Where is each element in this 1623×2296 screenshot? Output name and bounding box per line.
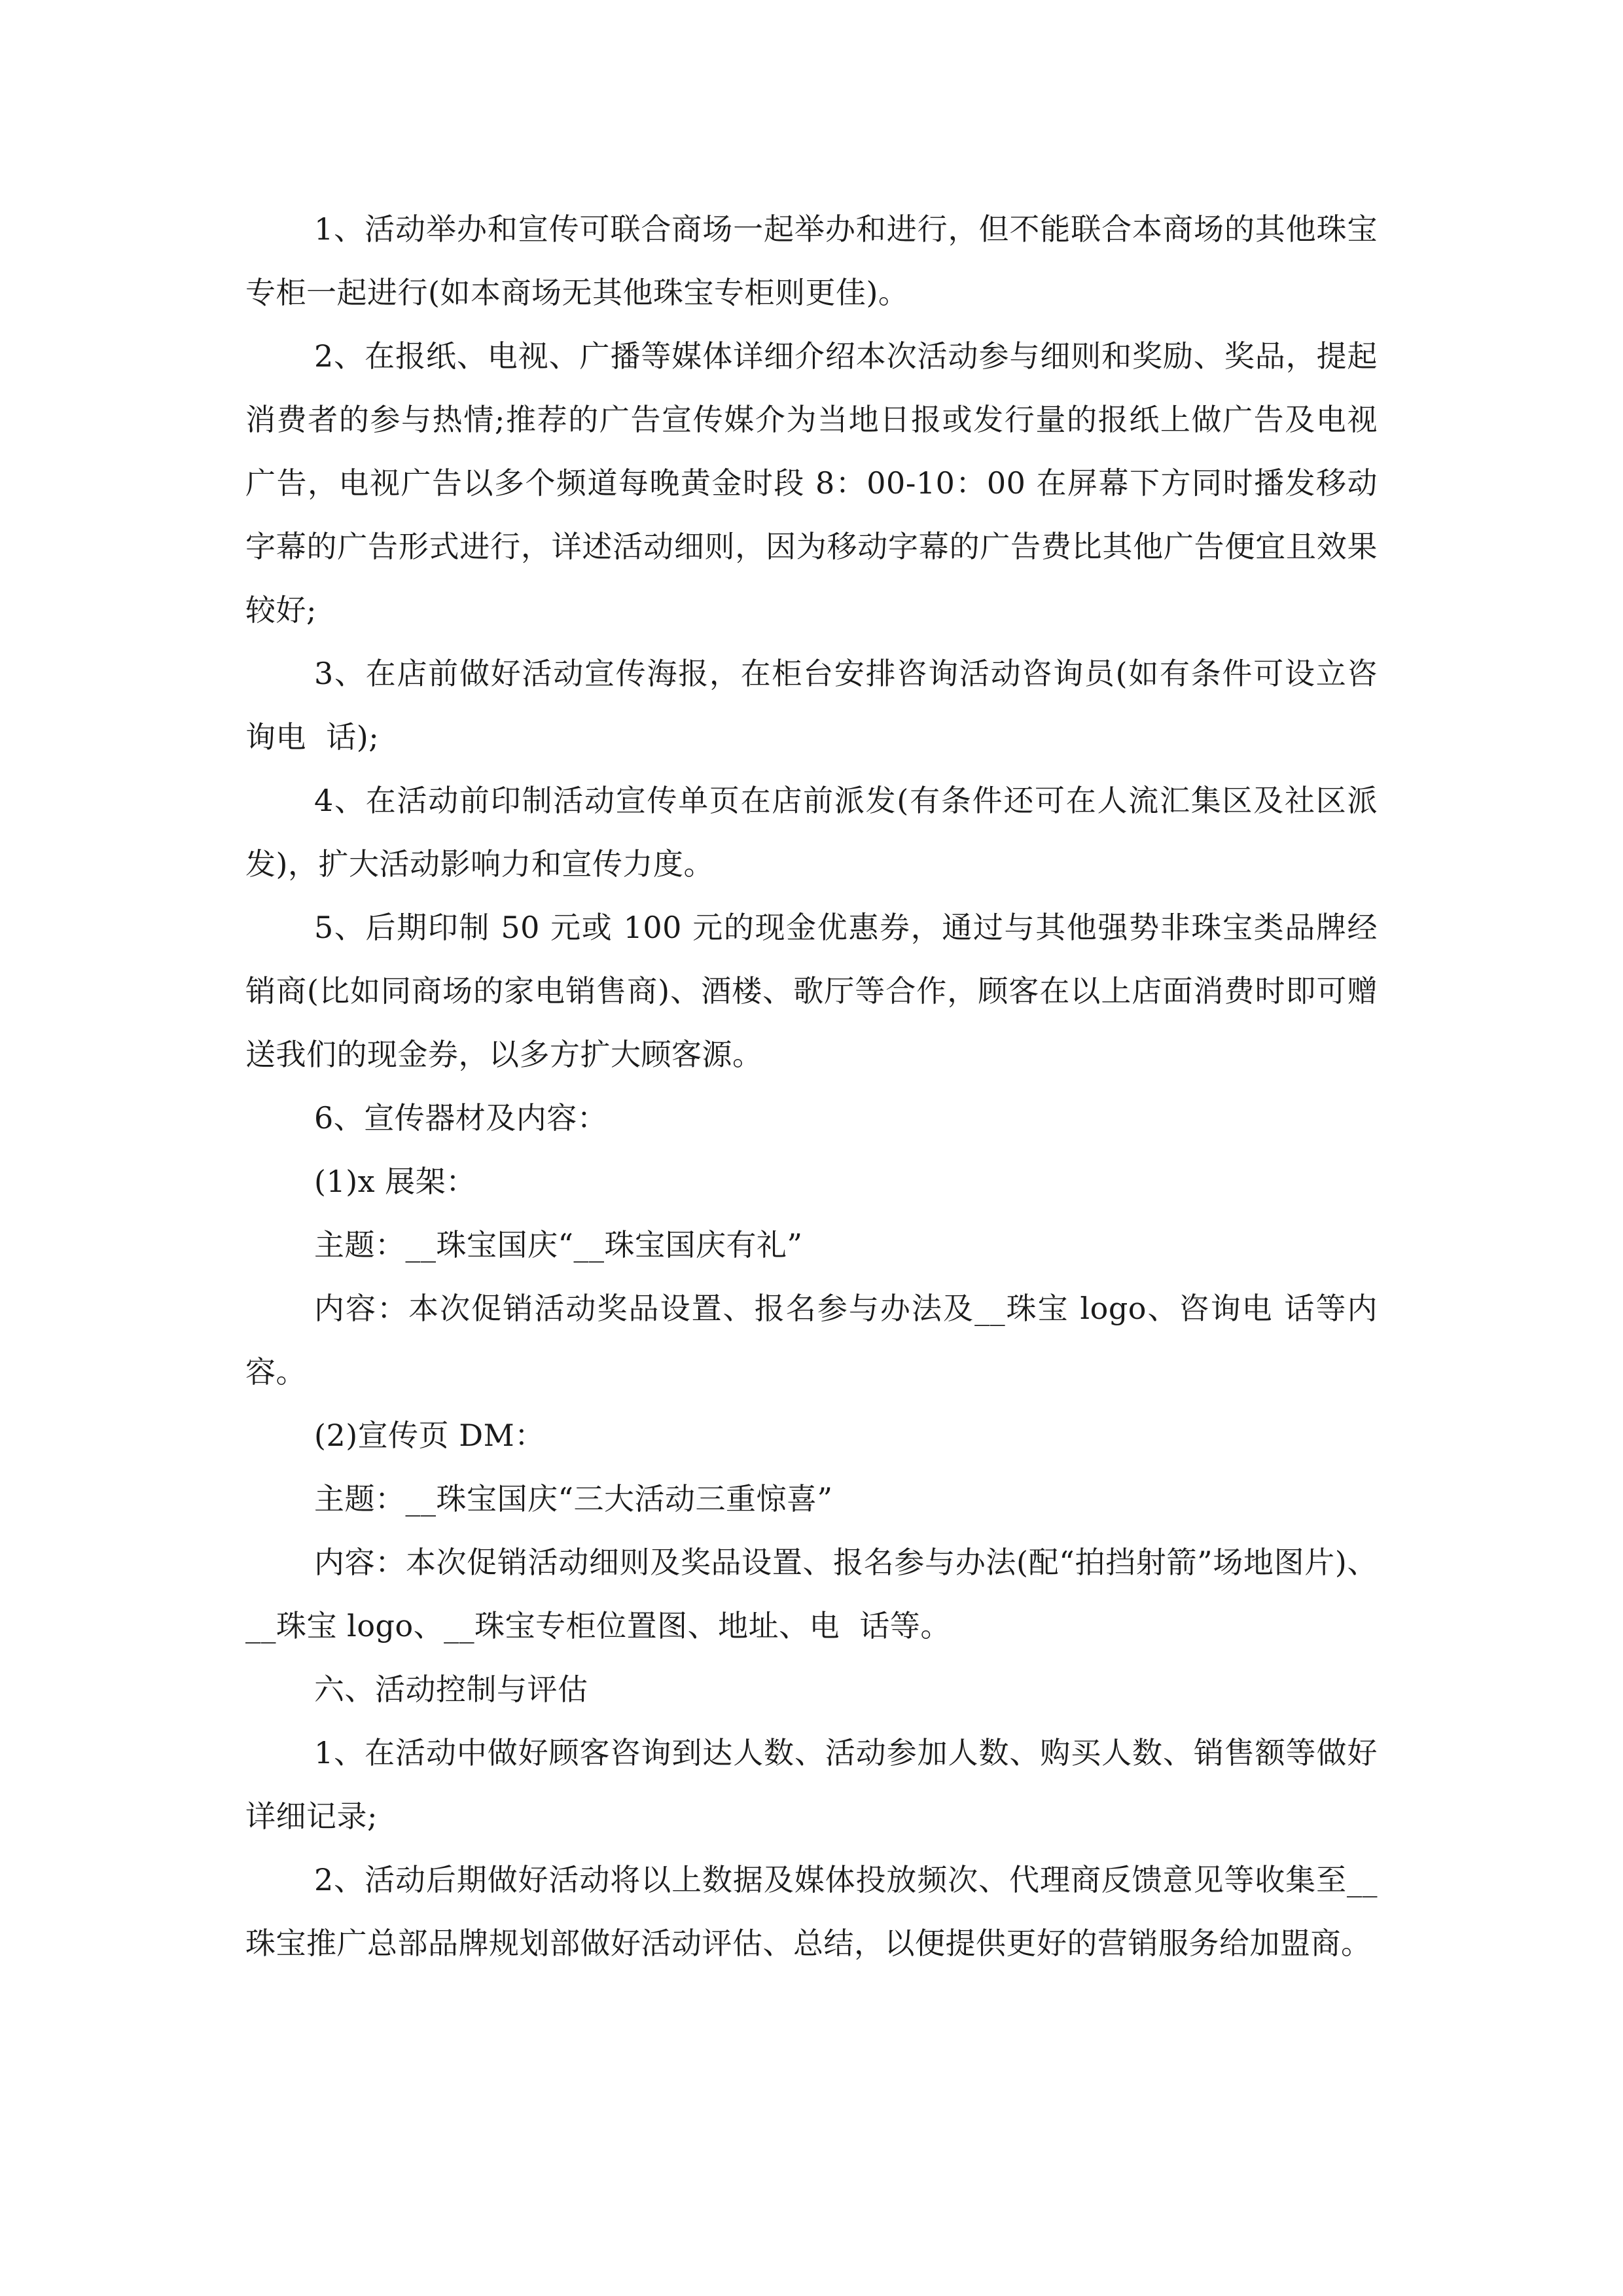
paragraph-14: 1、在活动中做好顾客咨询到达人数、活动参加人数、购买人数、销售额等做好详细记录; (245, 1735, 1378, 1834)
paragraph-7: (1)x 展架： (314, 1164, 476, 1199)
paragraph-12: 内容：本次促销活动细则及奖品设置、报名参与办法(配“拍挡射箭”场地图片)、__珠宝 logo、__珠宝专柜位置图、地址、电 话等。 (245, 1545, 1378, 1643)
paragraph-3: 3、在店前做好活动宣传海报，在柜台安排咨询活动咨询员(如有条件可设立咨询电 话); (245, 656, 1378, 755)
paragraph-1: 1、活动举办和宣传可联合商场一起举办和进行，但不能联合本商场的其他珠宝专柜一起进行(如本商场无其他珠宝专柜则更佳)。 (245, 211, 1378, 310)
paragraph-11: 主题：__珠宝国庆“三大活动三重惊喜” (314, 1481, 833, 1516)
paragraph-2: 2、在报纸、电视、广播等媒体详细介绍本次活动参与细则和奖励、奖品，提起消费者的参与热情;推荐的广告宣传媒介为当地日报或发行量的报纸上做广告及电视广告，电视广告以多个频道每晚黄金时段 8：00-10：00 在屏幕下方同时播发移动字幕的广告形式进行，详述活动细则，因为移动字幕的广告费比其他广告便宜且效果较好; (245, 338, 1378, 628)
document-body (245, 198, 1378, 1975)
section-heading: 六、活动控制与评估 (314, 1672, 588, 1707)
paragraph-5: 5、后期印制 50 元或 100 元的现金优惠券，通过与其他强势非珠宝类品牌经销商(比如同商场的家电销售商)、酒楼、歌厅等合作，顾客在以上店面消费时即可赠送我们的现金券，以多方扩大顾客源。 (245, 910, 1378, 1072)
paragraph-10: (2)宣传页 DM： (314, 1418, 545, 1453)
paragraph-15: 2、活动后期做好活动将以上数据及媒体投放频次、代理商反馈意见等收集至__珠宝推广总部品牌规划部做好活动评估、总结，以便提供更好的营销服务给加盟商。 (245, 1862, 1378, 1961)
paragraph-8: 主题：__珠宝国庆“__珠宝国庆有礼” (314, 1227, 803, 1263)
paragraph-6: 6、宣传器材及内容： (314, 1100, 608, 1136)
paragraph-4: 4、在活动前印制活动宣传单页在店前派发(有条件还可在人流汇集区及社区派发)，扩大活动影响力和宣传力度。 (245, 783, 1378, 882)
paragraph-9: 内容：本次促销活动奖品设置、报名参与办法及__珠宝 logo、咨询电 话等内容。 (245, 1291, 1378, 1390)
